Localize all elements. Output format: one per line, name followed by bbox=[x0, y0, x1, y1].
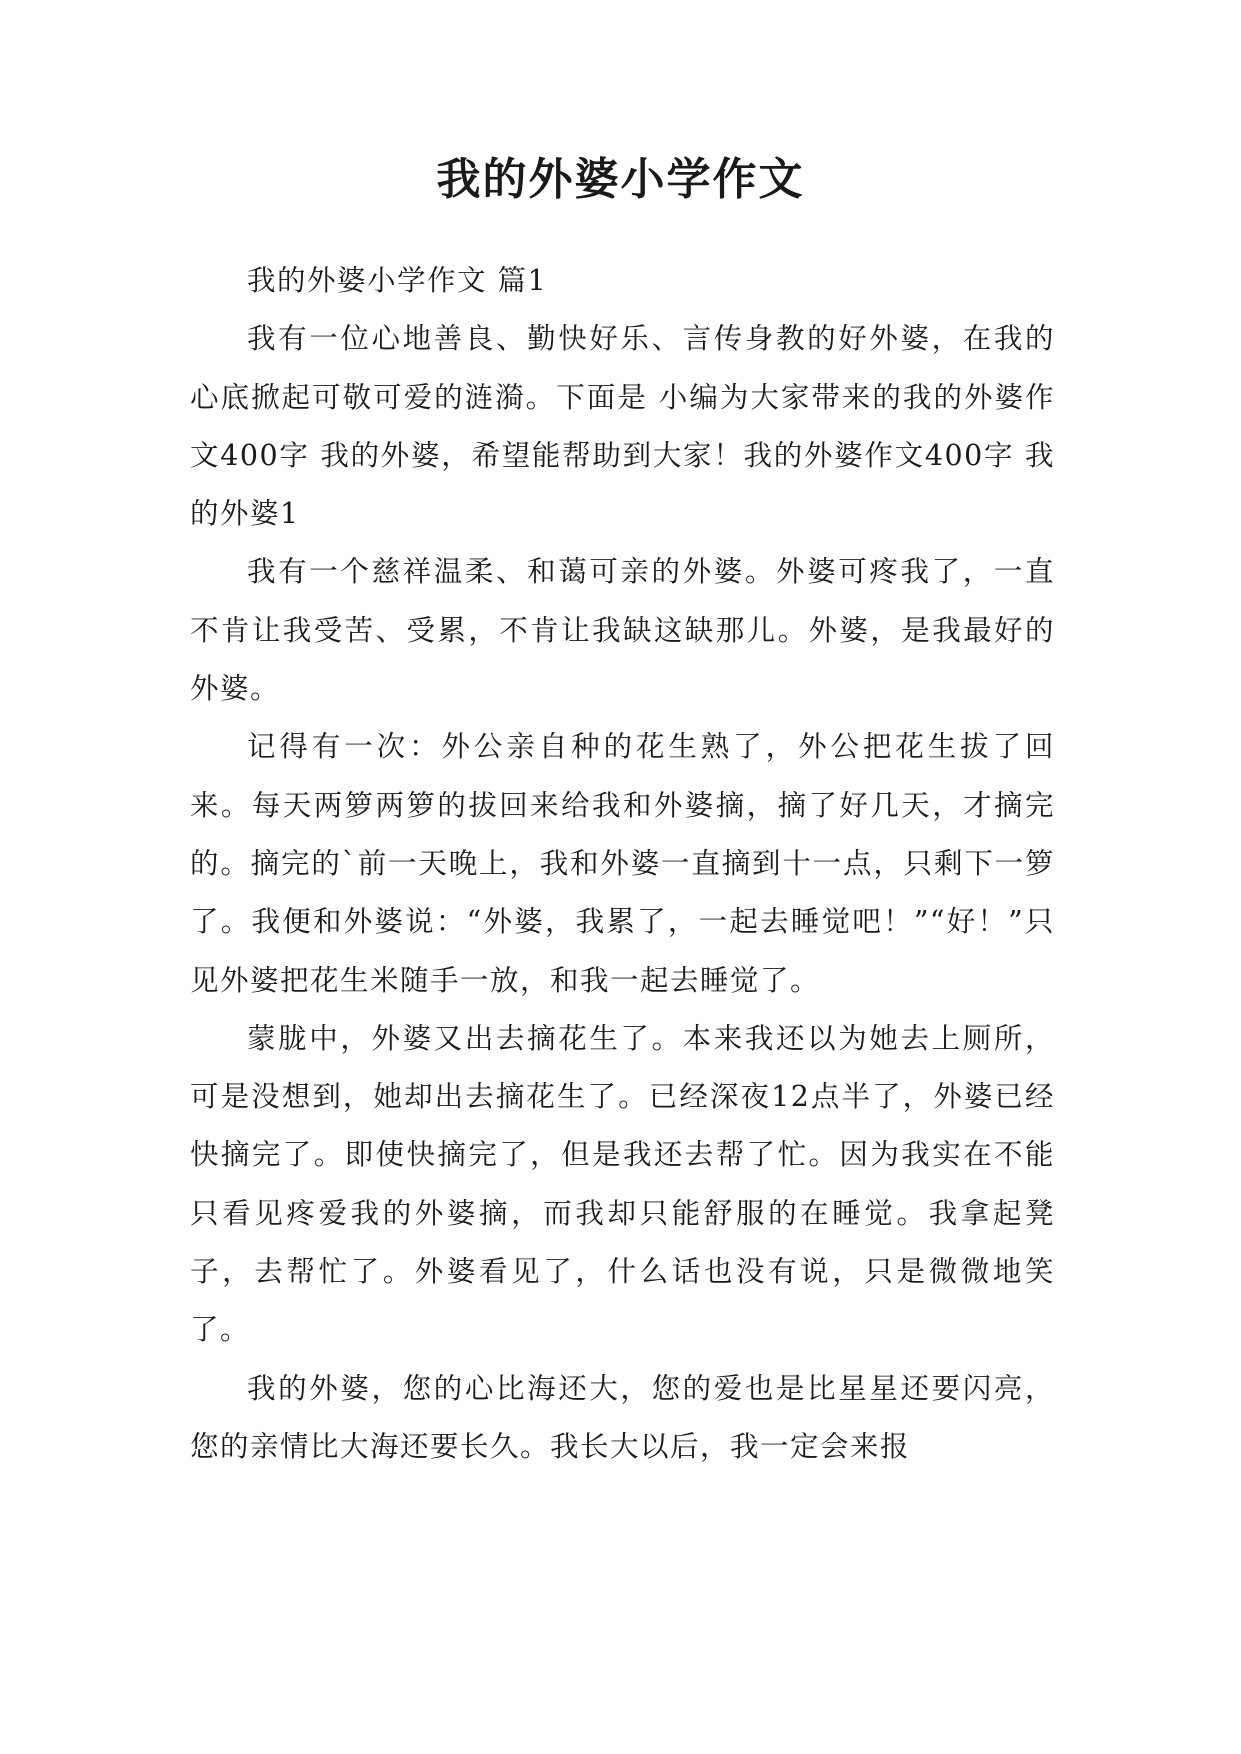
paragraph: 记得有一次：外公亲自种的花生熟了，外公把花生拔了回来。每天两箩两箩的拔回来给我和外婆摘，摘了好几天，才摘完的。摘完的`前一天晚上，我和外婆一直摘到十一点，只剩下一箩了。我便和外婆说：“外婆，我累了，一起去睡觉吧！”“好！”只见外婆把花生米随手一放，和我一起去睡觉了。 bbox=[190, 730, 1055, 997]
section-heading: 我的外婆小学作文 篇1 bbox=[247, 264, 548, 297]
document-title: 我的外婆小学作文 bbox=[436, 154, 805, 205]
paragraph: 我的外婆，您的心比海还大，您的爱也是比星星还要闪亮，您的亲情比大海还要长久。我长大以后，我一定会来报 bbox=[190, 1371, 1055, 1463]
paragraph: 蒙胧中，外婆又出去摘花生了。本来我还以为她去上厕所，可是没想到，她却出去摘花生了。已经深夜12点半了，外婆已经快摘完了。即使快摘完了，但是我还去帮了忙。因为我实在不能只看见疼爱我的外婆摘，而我却只能舒服的在睡觉。我拿起凳子，去帮忙了。外婆看见了，什么话也没有说，只是微微地笑了。 bbox=[190, 1021, 1055, 1347]
paragraph: 我有一位心地善良、勤快好乐、言传身教的好外婆，在我的心底掀起可敬可爱的涟漪。下面是 小编为大家带来的我的外婆作文400字 我的外婆，希望能帮助到大家！我的外婆作文400字 我的外婆1 bbox=[190, 322, 1055, 531]
document-body bbox=[190, 252, 1055, 1476]
paragraph: 我有一个慈祥温柔、和蔼可亲的外婆。外婆可疼我了，一直不肯让我受苦、受累，不肯让我缺这缺那儿。外婆，是我最好的外婆。 bbox=[190, 555, 1055, 706]
